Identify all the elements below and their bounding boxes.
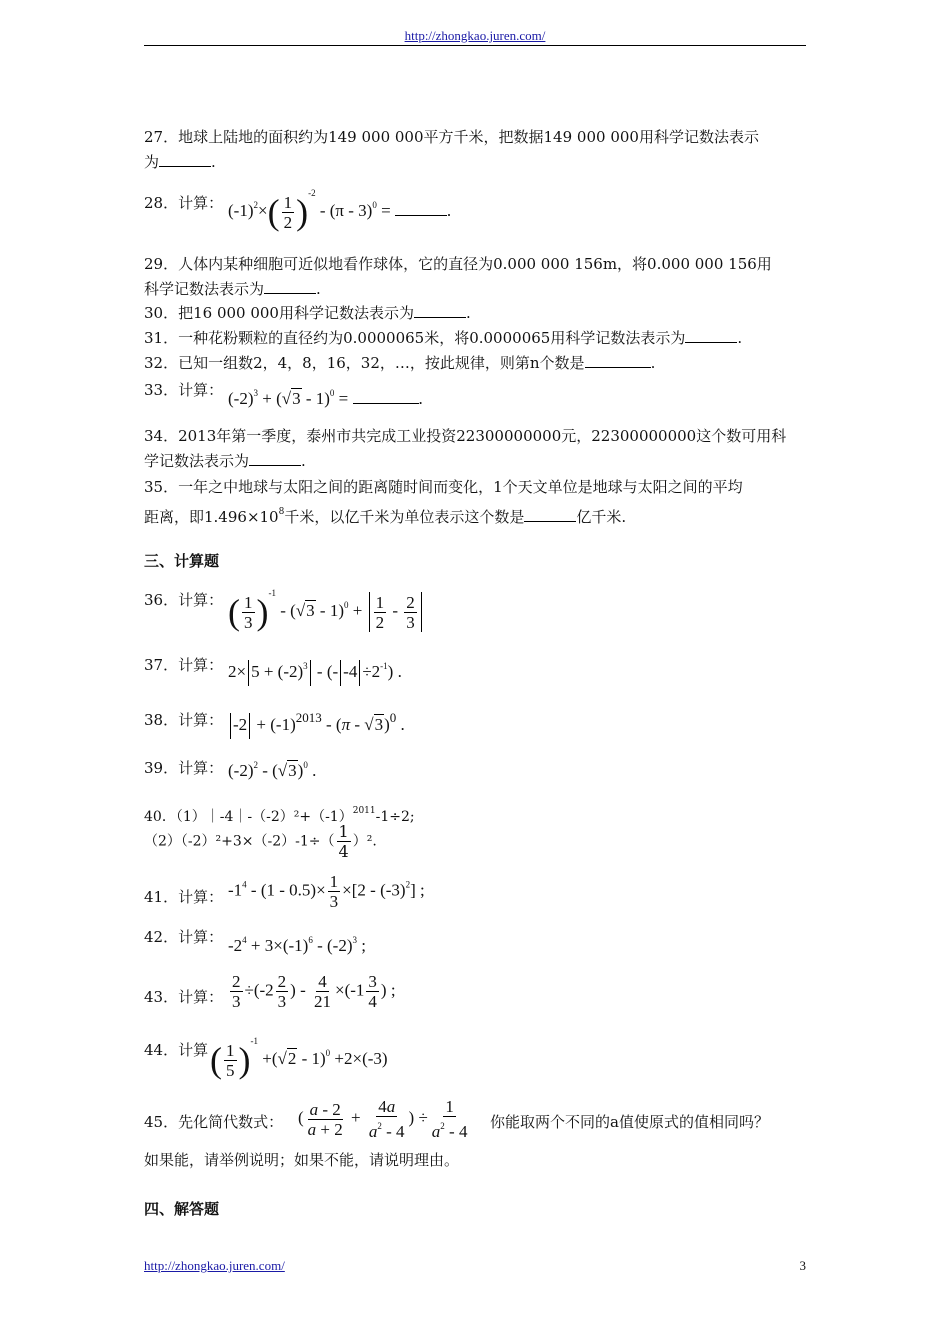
formula-43: $\frac{2}{3}$ ÷(-2 $\frac{2}{3}$ ) - $\frac{4}{21}$ ×(-1 $\frac{3}{4}$ ) ;	[232, 972, 396, 1011]
problem-40-tail-2: ）².	[352, 833, 377, 850]
page-number: 3	[799, 1258, 806, 1273]
header-link[interactable]: http://zhongkao.juren.com/	[404, 28, 546, 43]
section-heading-3: 三、计算题	[144, 552, 220, 570]
formula-41: $-1^4 - (1 - 0.5)\times$ $\frac{1}{3}$ $\times[2 - (-3)^2]$ ;	[228, 872, 425, 911]
problem-40-text-2: （2）（-2）²+3×（-2）-1÷（	[144, 833, 335, 850]
formula-37: $2\times 5 + (-2)^3$ - (- $-4 \div 2^{-1}$) .	[228, 660, 402, 686]
formula-44: ( $\frac{1}{5}$ )$^{-1}$ +(√2 - 1)$^0$ +2×(-3)	[210, 1036, 388, 1081]
answer-blank	[524, 507, 576, 522]
problem-27-tail: 为	[144, 153, 160, 171]
problem-29-text: 29．人体内某种细胞可近似地看作球体，它的直径为0.000 000 156m，将0.000 000 156用	[144, 255, 772, 273]
problem-34: 34．2013年第一季度，泰州市共完成工业投资22300000000元，22300000000这个数可用科 学记数法表示为 .	[144, 427, 787, 470]
answer-blank	[264, 279, 316, 294]
problem-32: 32．已知一组数2，4，8，16，32，…，按此规律，则第n个数是 .	[144, 354, 656, 372]
formula-38: $-2 + (-1)^{2013} - (\pi - √3)^0$ .	[228, 710, 405, 739]
formula-36: ( $\frac{1}{3}$ )$^{-1}$ - (√3 - 1)$^0$ + $\frac{1}{2}$ - $\frac{2}{3}$	[228, 588, 424, 632]
formula-45: ( $\frac{a - 2}{a + 2}$ + $\frac{4a}{a^2 - 4}$ ) ÷ $\frac{1}{a^2 - 4}$	[298, 1097, 468, 1141]
problem-40-part-2: （2）（-2）²+3×（-2）-1÷（ $\frac{1}{4}$ ）².	[144, 822, 377, 861]
answer-blank	[414, 303, 466, 318]
section-heading-4: 四、解答题	[144, 1200, 220, 1218]
problem-35-text-3: 千米，以亿千米为单位表示这个数是	[284, 508, 525, 526]
problem-43: 43．计算：	[144, 988, 224, 1006]
formula-28: $(-1)^2\times$( $\frac{1}{2}$ )$^{-2}$ - (π - 3)$^0$ = .	[228, 188, 452, 233]
footer-link[interactable]: http://zhongkao.juren.com/	[144, 1258, 285, 1273]
problem-30-text: 30．把16 000 000用科学记数法表示为	[144, 304, 414, 322]
answer-blank	[353, 389, 419, 404]
problem-34-tail: 学记数法表示为	[144, 452, 250, 470]
problem-35-text: 35．一年之中地球与太阳之间的距离随时间而变化，1个天文单位是地球与太阳之间的平均	[144, 478, 743, 496]
problem-36: 36．计算：	[144, 591, 224, 609]
problem-27-text: 27．地球上陆地的面积约为149 000 000平方千米，把数据149 000 000用科学记数法表示	[144, 128, 759, 146]
problem-30: 30．把16 000 000用科学记数法表示为 .	[144, 304, 471, 322]
problem-39: 39．计算：	[144, 759, 224, 777]
problem-34-text: 34．2013年第一季度，泰州市共完成工业投资22300000000元，22300000000这个数可用科	[144, 427, 787, 445]
answer-blank	[685, 328, 737, 343]
exponent: 8	[278, 507, 285, 517]
problem-45-question: 你能取两个不同的a值使原式的值相同吗？	[490, 1113, 769, 1131]
formula-39: $(-2)^2 - (√3)^0$ .	[228, 760, 317, 780]
problem-45-question-2: 如果能，请举例说明；如果不能，请说明理由。	[144, 1151, 460, 1169]
problem-40-tail: -1÷2;	[375, 809, 415, 825]
answer-blank	[395, 201, 447, 216]
problem-27: 27．地球上陆地的面积约为149 000 000平方千米，把数据149 000 000用科学记数法表示 为 .	[144, 128, 759, 171]
problem-31-text: 31．一种花粉颗粒的直径约为0.0000065米，将0.0000065用科学记数法表示为	[144, 329, 686, 347]
answer-blank	[585, 353, 651, 368]
problem-35-text-4: 亿千米.	[576, 508, 627, 526]
problem-31: 31．一种花粉颗粒的直径约为0.0000065米，将0.0000065用科学记数法表示为 .	[144, 329, 743, 347]
problem-29-tail: 科学记数法表示为	[144, 280, 265, 298]
formula-33: $(-2)^3 + (√3 - 1)^0$ = .	[228, 388, 423, 408]
problem-35	[144, 475, 806, 530]
problem-38: 38．计算：	[144, 711, 224, 729]
exponent: 2011	[352, 806, 376, 816]
problem-28: 28．计算：	[144, 194, 224, 212]
header-divider	[144, 45, 806, 46]
formula-42: $-2^4 + 3\times(-1)^6 - (-2)^3$ ;	[228, 935, 366, 955]
problem-32-text: 32．已知一组数2，4，8，16，32，…，按此规律，则第n个数是	[144, 354, 585, 372]
problem-42: 42．计算：	[144, 928, 224, 946]
problem-45: 45．先化简代数式：	[144, 1113, 284, 1131]
problem-41: 41．计算：	[144, 888, 224, 906]
problem-29: 29．人体内某种细胞可近似地看作球体，它的直径为0.000 000 156m，将0.000 000 156用 科学记数法表示为 .	[144, 255, 772, 298]
answer-blank	[159, 152, 211, 167]
problem-35-text-2: 距离，即1.496×10	[144, 508, 279, 526]
problem-33: 33．计算：	[144, 381, 224, 399]
problem-44: 44．计算	[144, 1041, 209, 1059]
problem-40-text: 40．（1）｜-4｜-（-2）²+（-1）	[144, 809, 353, 825]
answer-blank	[249, 451, 301, 466]
problem-37: 37．计算：	[144, 656, 224, 674]
